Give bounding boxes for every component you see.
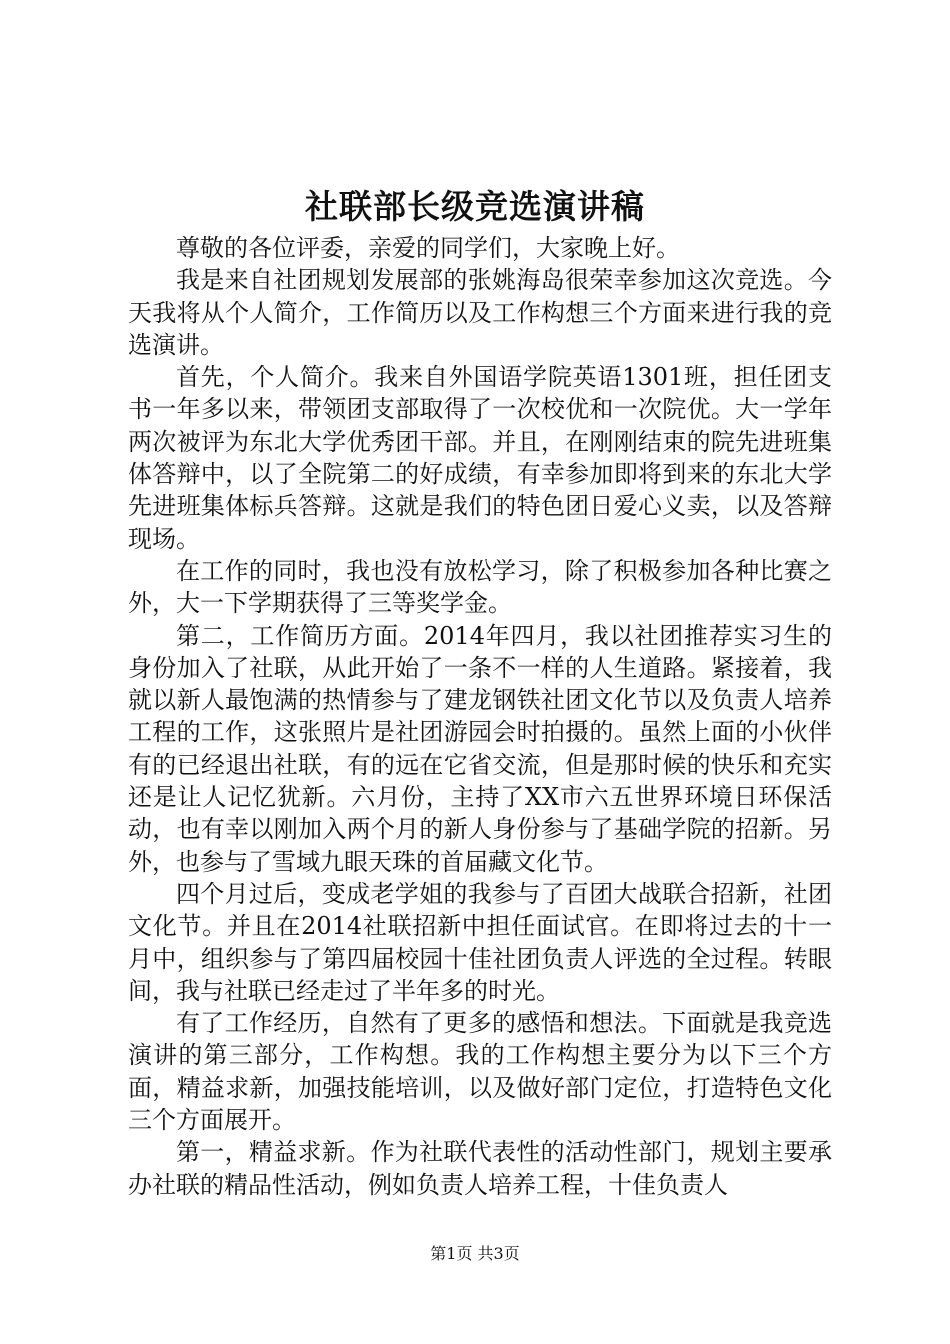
page-number-footer: 第1页 共3页 (430, 1244, 520, 1263)
paragraph-introduction: 我是来自社团规划发展部的张姚海岛很荣幸参加这次竞选。今天我将从个人简介，工作简历以及工作构想三个方面来进行我的竞选演讲。 (128, 266, 832, 359)
paragraph-study: 在工作的同时，我也没有放松学习，除了积极参加各种比赛之外，大一下学期获得了三等奖学金。 (128, 556, 832, 618)
document-body (128, 232, 832, 1201)
paragraph-four-months-later: 四个月过后，变成老学姐的我参与了百团大战联合招新，社团文化节。并且在2014社联招新中担任面试官。在即将过去的十一月中，组织参与了第四届校园十佳社团负责人评选的全过程。转眼间，我与社联已经走过了半年多的时光。 (128, 879, 832, 1005)
document-title: 社联部长级竞选演讲稿 (305, 187, 645, 226)
paragraph-greeting: 尊敬的各位评委，亲爱的同学们，大家晚上好。 (176, 234, 680, 262)
paragraph-work-plan: 有了工作经历，自然有了更多的感悟和想法。下面就是我竞选演讲的第三部分，工作构想。我的工作构想主要分为以下三个方面，精益求新，加强技能培训，以及做好部门定位，打造特色文化三个方面展开。 (128, 1009, 832, 1135)
paragraph-first-point: 第一，精益求新。作为社联代表性的活动性部门，规划主要承办社联的精品性活动，例如负责人培养工程，十佳负责人 (128, 1138, 832, 1199)
paragraph-personal-profile: 首先，个人简介。我来自外国语学院英语1301班，担任团支书一年多以来，带领团支部取得了一次校优和一次院优。大一学年两次被评为东北大学优秀团干部。并且，在刚刚结束的院先进班集体答辩中，以了全院第二的好成绩，有幸参加即将到来的东北大学先进班集体标兵答辩。这就是我们的特色团日爱心义卖，以及答辩现场。 (128, 363, 832, 553)
paragraph-work-history: 第二，工作简历方面。2014年四月，我以社团推荐实习生的身份加入了社联，从此开始了一条不一样的人生道路。紧接着，我就以新人最饱满的热情参与了建龙钢铁社团文化节以及负责人培养工程的工作，这张照片是社团游园会时拍摄的。虽然上面的小伙伴有的已经退出社联，有的远在它省交流，但是那时候的快乐和充实还是让人记忆犹新。六月份，主持了XX市六五世界环境日环保活动，也有幸以刚加入两个月的新人身份参与了基础学院的招新。另外，也参与了雪域九眼天珠的首届藏文化节。 (128, 621, 832, 876)
